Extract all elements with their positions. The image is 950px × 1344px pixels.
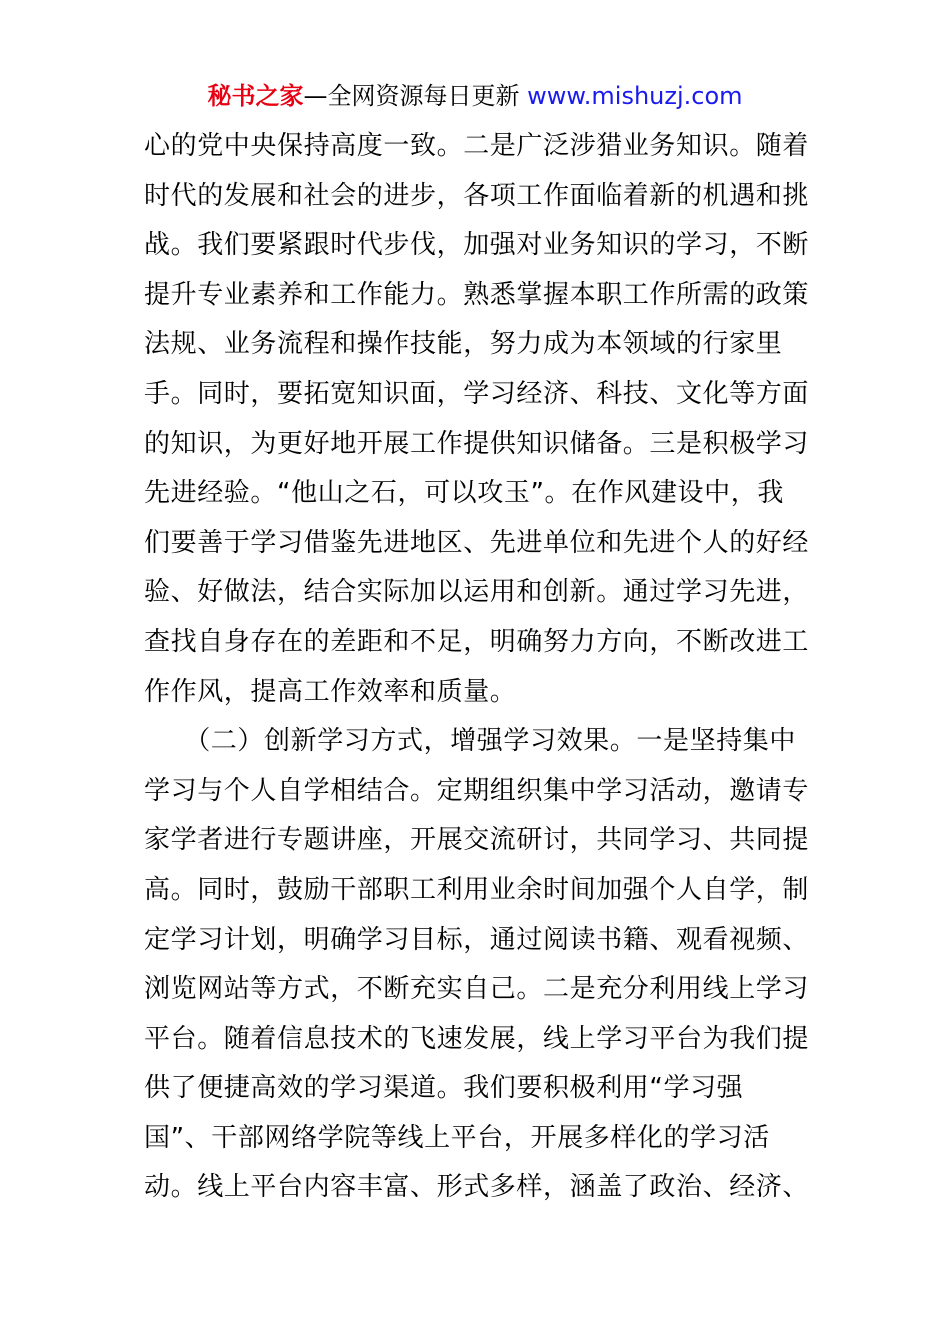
document-body <box>144 122 816 1213</box>
text-line: 们要善于学习借鉴先进地区、先进单位和先进个人的好经 <box>144 527 810 558</box>
text-line: 时代的发展和社会的进步，各项工作面临着新的机遇和挑 <box>144 180 810 211</box>
text-line: 手。同时，要拓宽知识面，学习经济、科技、文化等方面 <box>144 378 810 409</box>
text-line: 高。同时，鼓励干部职工利用业余时间加强个人自学，制 <box>144 874 810 905</box>
text-line: 战。我们要紧跟时代步伐，加强对业务知识的学习，不断 <box>144 230 810 261</box>
text-line: 供了便捷高效的学习渠道。我们要积极利用“学习强 <box>144 1073 744 1104</box>
text-line: 定学习计划，明确学习目标，通过阅读书籍、观看视频、 <box>144 924 810 955</box>
section-heading-line: （二）创新学习方式，增强学习效果。一是坚持集中 <box>144 726 797 757</box>
text-line: 动。线上平台内容丰富、形式多样，涵盖了政治、经济、 <box>144 1172 810 1203</box>
site-header <box>0 80 950 112</box>
text-line: 平台。随着信息技术的飞速发展，线上学习平台为我们提 <box>144 1023 810 1054</box>
text-line: 查找自身存在的差距和不足，明确努力方向，不断改进工 <box>144 626 810 657</box>
text-line: 国”、干部网络学院等线上平台，开展多样化的学习活 <box>144 1122 770 1153</box>
text-line: 学习与个人自学相结合。定期组织集中学习活动，邀请专 <box>144 775 810 806</box>
text-line: 心的党中央保持高度一致。二是广泛涉猎业务知识。随着 <box>144 131 810 161</box>
text-line: 先进经验。“他山之石，可以攻玉”。在作风建设中，我 <box>144 478 784 509</box>
text-line: 提升专业素养和工作能力。熟悉掌握本职工作所需的政策 <box>144 279 810 310</box>
text-line: 作作风，提高工作效率和质量。 <box>144 676 517 707</box>
site-tagline: —全网资源每日更新 <box>303 82 528 110</box>
text-line: 的知识，为更好地开展工作提供知识储备。三是积极学习 <box>144 428 810 459</box>
text-line: 家学者进行专题讲座，开展交流研讨，共同学习、共同提 <box>144 825 810 856</box>
site-brand: 秘书之家 <box>207 82 304 110</box>
text-line: 验、好做法，结合实际加以运用和创新。通过学习先进， <box>144 577 810 608</box>
text-line: 法规、业务流程和操作技能，努力成为本领域的行家里 <box>144 329 783 360</box>
site-url-link[interactable]: www.mishuzj.com <box>527 82 743 110</box>
text-line: 浏览网站等方式，不断充实自己。二是充分利用线上学习 <box>144 974 810 1005</box>
